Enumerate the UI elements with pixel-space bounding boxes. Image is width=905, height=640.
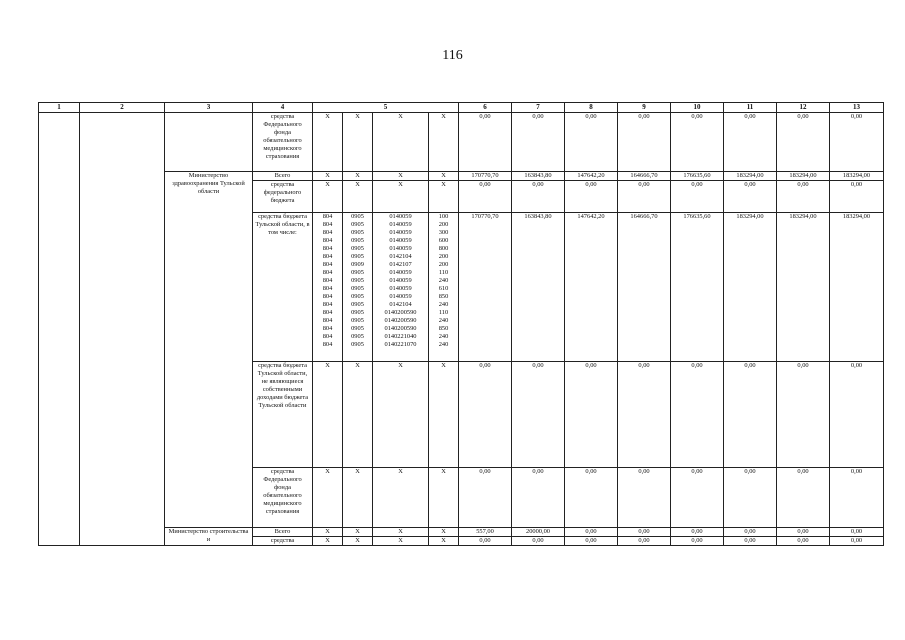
x-mark: X: [343, 180, 373, 212]
table-row: [39, 112, 884, 171]
x-mark: X: [429, 171, 459, 180]
x-mark: X: [373, 536, 429, 545]
x-mark: X: [373, 171, 429, 180]
value-cell: 164666,70: [618, 171, 671, 180]
value-cell: 164666,70: [618, 212, 671, 361]
value-cell: 0,00: [777, 467, 830, 527]
cell-col3: [165, 112, 253, 171]
page-number: 116: [442, 48, 463, 63]
value-cell: 0,00: [565, 527, 618, 536]
value-cell: 0,00: [459, 467, 512, 527]
x-mark: X: [313, 527, 343, 536]
value-cell: 0,00: [618, 536, 671, 545]
col-header: 4: [253, 103, 313, 113]
value-cell: 0,00: [777, 180, 830, 212]
header-row: [39, 103, 884, 113]
value-cell: 0,00: [459, 112, 512, 171]
x-mark: X: [373, 467, 429, 527]
x-mark: X: [373, 112, 429, 171]
source-cell: средства бюджета Тульской области, не являющиеся собственными доходами бюджета Тульской области: [253, 361, 313, 467]
x-mark: X: [313, 171, 343, 180]
value-cell: 170770,70: [459, 212, 512, 361]
value-cell: 0,00: [618, 527, 671, 536]
value-cell: 0,00: [618, 112, 671, 171]
x-mark: X: [313, 180, 343, 212]
col-header: 6: [459, 103, 512, 113]
value-cell: 0,00: [830, 361, 884, 467]
col-header: 13: [830, 103, 884, 113]
col-header: 5: [313, 103, 459, 113]
value-cell: 20000,00: [512, 527, 565, 536]
value-cell: 163843,80: [512, 171, 565, 180]
value-cell: 0,00: [724, 112, 777, 171]
value-cell: 163843,80: [512, 212, 565, 361]
source-cell: средства Федерального фонда обязательного медицинского страхования: [253, 467, 313, 527]
value-cell: 183294,00: [830, 212, 884, 361]
table-row: [39, 171, 884, 180]
x-mark: X: [429, 112, 459, 171]
value-cell: 0,00: [724, 527, 777, 536]
cell-col1: [39, 112, 80, 545]
value-cell: 183294,00: [777, 212, 830, 361]
value-cell: 0,00: [565, 536, 618, 545]
col-header: 8: [565, 103, 618, 113]
value-cell: 0,00: [777, 536, 830, 545]
col-header: 2: [80, 103, 165, 113]
value-cell: 0,00: [512, 361, 565, 467]
value-cell: 0,00: [671, 467, 724, 527]
value-cell: 557,00: [459, 527, 512, 536]
value-cell: 0,00: [724, 467, 777, 527]
x-mark: X: [429, 467, 459, 527]
value-cell: 0,00: [671, 112, 724, 171]
x-mark: X: [313, 536, 343, 545]
budget-table: [38, 102, 884, 546]
value-cell: 0,00: [777, 361, 830, 467]
value-cell: 0,00: [830, 536, 884, 545]
col-header: 9: [618, 103, 671, 113]
source-cell: средства бюджета Тульской области, в том числе:: [253, 212, 313, 361]
value-cell: 0,00: [724, 361, 777, 467]
x-mark: X: [343, 112, 373, 171]
x-mark: X: [313, 112, 343, 171]
value-cell: 0,00: [565, 180, 618, 212]
x-mark: X: [373, 527, 429, 536]
x-mark: X: [373, 180, 429, 212]
x-mark: X: [429, 361, 459, 467]
code-column-section: 0905 0905 0905 0905 0905 0905 0909 0905 0905 0905 0905 0905 0905 0905 0905 0905 0905: [343, 212, 373, 361]
value-cell: 0,00: [724, 536, 777, 545]
value-cell: 0,00: [671, 361, 724, 467]
x-mark: X: [429, 180, 459, 212]
x-mark: X: [343, 467, 373, 527]
source-cell: средства: [253, 536, 313, 545]
cell-col2: [80, 112, 165, 545]
org-name-construction: Министерство строительства и: [165, 527, 253, 545]
value-cell: 0,00: [512, 467, 565, 527]
x-mark: X: [343, 361, 373, 467]
value-cell: 0,00: [565, 467, 618, 527]
x-mark: X: [343, 536, 373, 545]
code-column-target: 0140059 0140059 0140059 0140059 0140059 0142104 0142107 0140059 0140059 0140059 0140059 0142104 0140200590 0140200590 0140200590 0140221040 0140221070: [373, 212, 429, 361]
code-column-ministry: 804 804 804 804 804 804 804 804 804 804 804 804 804 804 804 804 804: [313, 212, 343, 361]
value-cell: 147642,20: [565, 171, 618, 180]
value-cell: 0,00: [777, 112, 830, 171]
value-cell: 0,00: [512, 536, 565, 545]
value-cell: 170770,70: [459, 171, 512, 180]
value-cell: 0,00: [459, 361, 512, 467]
col-header: 12: [777, 103, 830, 113]
value-cell: 0,00: [565, 361, 618, 467]
col-header: 3: [165, 103, 253, 113]
value-cell: 0,00: [671, 536, 724, 545]
x-mark: X: [343, 527, 373, 536]
value-cell: 0,00: [724, 180, 777, 212]
col-header: 11: [724, 103, 777, 113]
value-cell: 0,00: [459, 536, 512, 545]
value-cell: 176635,60: [671, 212, 724, 361]
x-mark: X: [373, 361, 429, 467]
value-cell: 0,00: [512, 180, 565, 212]
value-cell: 147642,20: [565, 212, 618, 361]
value-cell: 0,00: [671, 180, 724, 212]
col-header: 10: [671, 103, 724, 113]
value-cell: 0,00: [830, 467, 884, 527]
col-header: 1: [39, 103, 80, 113]
value-cell: 183294,00: [777, 171, 830, 180]
value-cell: 183294,00: [830, 171, 884, 180]
x-mark: X: [343, 171, 373, 180]
value-cell: 0,00: [565, 112, 618, 171]
code-column-type: 100 200 300 600 800 200 200 110 240 610 850 240 110 240 850 240 240: [429, 212, 459, 361]
value-cell: 0,00: [830, 180, 884, 212]
source-cell: средства Федерального фонда обязательного медицинского страхования: [253, 112, 313, 171]
value-cell: 176635,60: [671, 171, 724, 180]
source-cell: Всего: [253, 527, 313, 536]
source-cell: Всего: [253, 171, 313, 180]
x-mark: X: [429, 536, 459, 545]
value-cell: 0,00: [830, 527, 884, 536]
value-cell: 0,00: [618, 361, 671, 467]
table-row: [39, 527, 884, 536]
value-cell: 0,00: [830, 112, 884, 171]
value-cell: 0,00: [512, 112, 565, 171]
value-cell: 0,00: [459, 180, 512, 212]
x-mark: X: [313, 467, 343, 527]
value-cell: 0,00: [618, 467, 671, 527]
value-cell: 183294,00: [724, 171, 777, 180]
col-header: 7: [512, 103, 565, 113]
value-cell: 183294,00: [724, 212, 777, 361]
value-cell: 0,00: [777, 527, 830, 536]
source-cell: средства федерального бюджета: [253, 180, 313, 212]
x-mark: X: [313, 361, 343, 467]
value-cell: 0,00: [618, 180, 671, 212]
org-name-health: Министерство здравоохранения Тульской области: [165, 171, 253, 527]
value-cell: 0,00: [671, 527, 724, 536]
x-mark: X: [429, 527, 459, 536]
